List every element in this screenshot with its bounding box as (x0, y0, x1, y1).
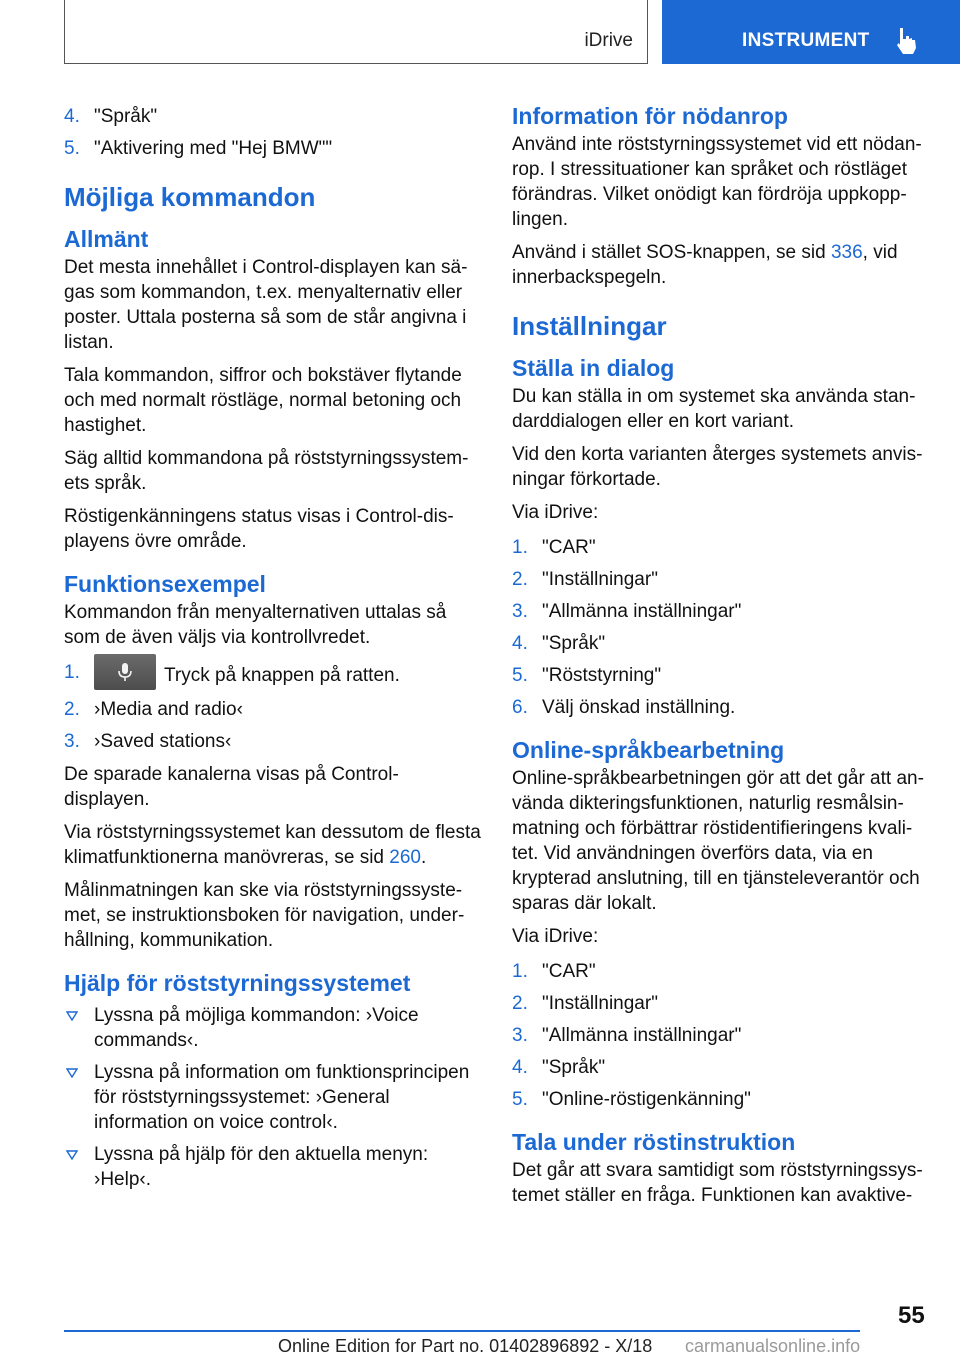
list-item (64, 697, 482, 722)
list-number: 2. (512, 993, 528, 1014)
paragraph: Säg alltid kommandona på röststyrningssystem-ets språk. (64, 448, 469, 494)
paragraph: Tala kommandon, siffror och bokstäver flytande och med normalt röstläge, normal betoning och hastighet. (64, 365, 462, 436)
paragraph-text: . (420, 847, 427, 868)
paragraph: Via iDrive: (512, 926, 599, 947)
list-number: 3. (512, 1025, 528, 1046)
paragraph: Målinmatningen kan ske via röststyrningssyste-met, se instruktionsboken för navigation, under-hållning, kommunikation. (64, 880, 465, 951)
heading-general: Allmänt (64, 226, 149, 252)
heading-function-examples: Funktionsexempel (64, 571, 266, 597)
list-item (512, 535, 930, 560)
help-list (64, 1003, 482, 1192)
heading-online-language: Online-språkbearbetning (512, 737, 785, 763)
microphone-icon (117, 662, 133, 682)
triangle-bullet-icon (66, 1068, 78, 1078)
list-item (64, 660, 482, 690)
list-item (64, 1003, 482, 1053)
list-number: 4. (512, 633, 528, 654)
list-text: "Språk" (542, 1057, 606, 1078)
list-number: 2. (64, 699, 80, 720)
left-column (64, 100, 482, 1199)
list-item (512, 1087, 930, 1112)
list-number: 2. (512, 569, 528, 590)
list-text: "CAR" (542, 537, 596, 558)
list-text: "Röststyrning" (542, 665, 662, 686)
list-item (512, 1055, 930, 1080)
list-text: "Online-röstigenkänning" (542, 1089, 751, 1110)
list-text: Lyssna på hjälp för den aktuella menyn: ›Help‹. (94, 1144, 429, 1190)
header-section-box (64, 0, 648, 64)
list-item (512, 695, 930, 720)
voice-button-graphic (94, 654, 156, 690)
page-number: 55 (898, 1302, 925, 1329)
heading-possible-commands: Möjliga kommandon (64, 182, 316, 212)
list-number: 1. (512, 961, 528, 982)
list-text: Tryck på knappen på ratten. (164, 665, 400, 687)
list-text: "Inställningar" (542, 569, 658, 590)
paragraph-text: Använd i stället SOS-knappen, se sid (512, 242, 826, 263)
page-link-336[interactable]: 336 (830, 242, 863, 263)
list-item (64, 1060, 482, 1135)
heading-voice-help: Hjälp för röststyrningssystemet (64, 970, 411, 996)
list-text: "Inställningar" (542, 993, 658, 1014)
paragraph: Röstigenkänningens status visas i Control-dis-playens övre område. (64, 506, 454, 552)
paragraph: Du kan ställa in om systemet ska använda stan-darddialogen eller en kort variant. (512, 386, 916, 432)
list-item (64, 729, 482, 754)
list-item (64, 104, 482, 129)
header-chapter-tab[interactable] (662, 0, 960, 64)
list-text: Välj önskad inställning. (542, 697, 736, 718)
list-number: 5. (512, 1089, 528, 1110)
heading-set-dialog: Ställa in dialog (512, 355, 675, 381)
list-text: ›Saved stations‹ (94, 731, 232, 752)
list-number: 3. (512, 601, 528, 622)
list-text: "Språk" (94, 106, 158, 127)
paragraph (64, 820, 482, 870)
paragraph: Kommandon från menyalternativen uttalas så som de även väljs via kontrollvredet. (64, 602, 447, 648)
list-item (512, 631, 930, 656)
page-link-260[interactable]: 260 (389, 847, 421, 868)
list-text: "Språk" (542, 633, 606, 654)
triangle-bullet-icon (66, 1150, 78, 1160)
list-text: "Allmänna inställningar" (542, 1025, 742, 1046)
paragraph: Det mesta innehållet i Control-displayen kan sä-gas som kommandon, t.ex. menyalternativ eller poster. Uttala posterna så som de står angivna i listan. (64, 257, 468, 353)
list-item (512, 959, 930, 984)
pointing-hand-icon (894, 26, 920, 56)
list-number: 1. (64, 662, 80, 683)
list-number: 6. (512, 697, 528, 718)
paragraph: Online-språkbearbetningen gör att det går att an-vända dikteringsfunktionen, naturlig resmålsin-matning och förbättrar röstidentifieringens kvali-tet. Vid användningen överförs data, via en krypterad anslutning, till en tjänsteleverantör och sparas där lokalt. (512, 768, 924, 914)
list-number: 5. (512, 665, 528, 686)
paragraph: De sparade kanalerna visas på Control-displayen. (64, 764, 399, 810)
heading-emergency-info: Information för nödanrop (512, 103, 788, 129)
paragraph (512, 240, 930, 290)
header-section-title: iDrive (584, 30, 633, 51)
paragraph: Använd inte röststyrningssystemet vid ett nödan-rop. I stressituationer kan språket och röstläget förändras. Vilket onödigt kan fördröja uppkopp-lingen. (512, 134, 922, 230)
right-column (512, 100, 930, 1216)
paragraph: Vid den korta varianten återges systemets anvis-ningar förkortade. (512, 444, 923, 490)
list-number: 5. (64, 138, 80, 159)
examples-list (64, 660, 482, 754)
list-item (512, 663, 930, 688)
list-item (512, 1023, 930, 1048)
list-number: 3. (64, 731, 80, 752)
list-number: 4. (64, 106, 80, 127)
paragraph: Via iDrive: (512, 502, 599, 523)
list-item (512, 599, 930, 624)
dialog-steps-list (512, 535, 930, 720)
triangle-bullet-icon (66, 1011, 78, 1021)
list-item (512, 567, 930, 592)
list-number: 4. (512, 1057, 528, 1078)
list-item (512, 991, 930, 1016)
top-list (64, 104, 482, 161)
paragraph-text: , vid innerbackspegeln. (512, 242, 898, 288)
footer-watermark: carmanualsonline.info (685, 1336, 861, 1356)
list-text: ›Media and radio‹ (94, 699, 243, 720)
list-text: Lyssna på information om funktionsprincipen för röststyrningssystemet: ›General information on voice control‹. (94, 1062, 470, 1133)
footer-edition: Online Edition for Part no. 01402896892 - X/18 (278, 1336, 653, 1356)
list-text: "Allmänna inställningar" (542, 601, 742, 622)
list-text: "CAR" (542, 961, 596, 982)
list-number: 1. (512, 537, 528, 558)
list-item (64, 136, 482, 161)
header-chapter-title: INSTRUMENT (742, 30, 870, 51)
paragraph: Det går att svara samtidigt som röststyrningssys-temet ställer en fråga. Funktionen kan avaktive- (512, 1160, 923, 1206)
heading-talk-during-prompt: Tala under röstinstruktion (512, 1129, 796, 1155)
list-text: "Aktivering med "Hej BMW"" (94, 138, 333, 159)
footer-divider (64, 1330, 860, 1332)
online-steps-list (512, 959, 930, 1112)
paragraph-text: Via röststyrningssystemet kan dessutom de flesta klimatfunktionerna manövreras, se sid (64, 822, 481, 868)
heading-settings: Inställningar (512, 311, 667, 341)
list-item (64, 1142, 482, 1192)
list-text: Lyssna på möjliga kommandon: ›Voice commands‹. (94, 1005, 419, 1051)
